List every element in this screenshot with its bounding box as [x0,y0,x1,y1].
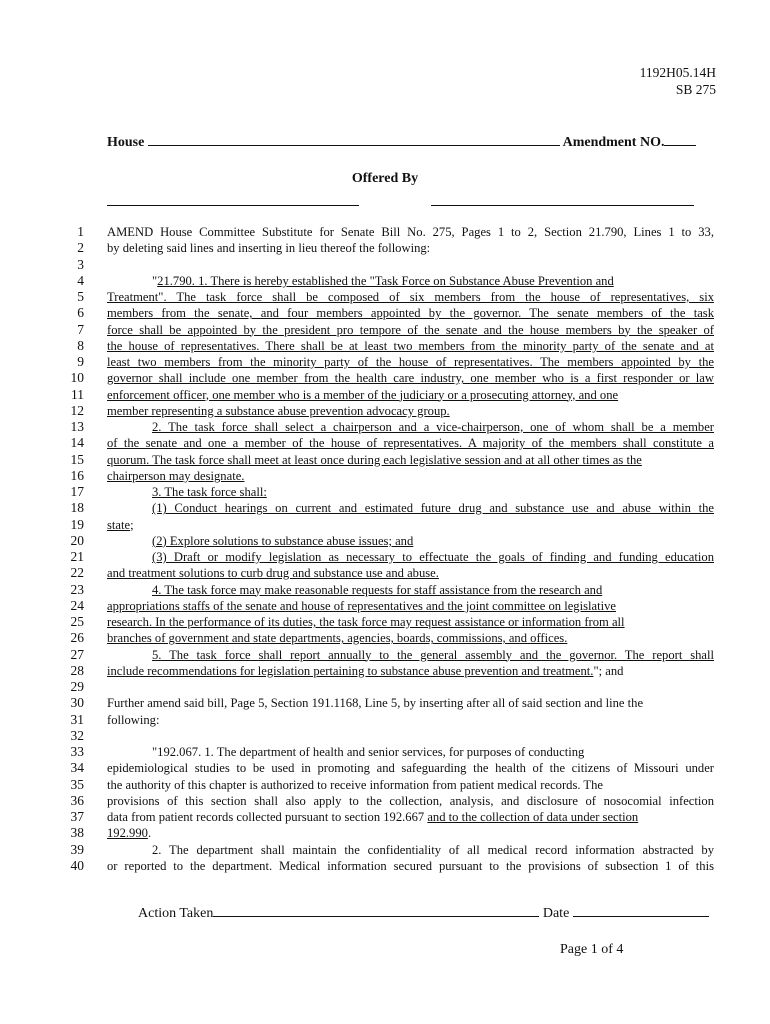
inserted-text: quorum. The task force shall meet at least once during each legislative session and at all other times as the [107,452,642,467]
document-line [0,370,770,386]
signature-line-right [431,205,694,206]
line-number: 38 [70,825,84,841]
line-number: 26 [70,630,84,646]
inserted-text: of the senate and one a member of the house of representatives. A majority of the members shall constitute a [107,436,714,451]
line-text-segment: AMEND House Committee Substitute for Senate Bill No. 275, Pages 1 to 2, Section 21.790, Lines 1 to 33, [107,225,714,239]
line-text [107,338,714,354]
document-line [0,663,770,679]
inserted-text: and treatment solutions to curb drug and substance use and abuse. [107,566,439,581]
line-number: 16 [70,467,84,483]
line-number: 28 [70,662,84,678]
line-text [107,598,714,614]
inserted-text: 21.790. 1. There is hereby established the "Task Force on Substance Abuse Prevention and [157,273,614,288]
line-text-segment: or reported to the department. Medical information secured pursuant to the provisions of subsection 1 of this [107,858,714,873]
line-text-segment: data from patient records collected pursuant to section 192.667 [107,810,428,824]
line-text [107,663,714,679]
line-number: 9 [77,354,84,369]
line-number: 27 [70,646,84,662]
document-line [0,744,770,760]
document-line [0,647,770,663]
line-text-segment: . [147,826,152,841]
line-text-segment: provisions of this section shall also apply to the collection, analysis, and disclosure of nosocomial infection [107,793,714,808]
document-line [0,728,770,744]
line-number: 22 [70,565,84,581]
document-line [0,793,770,809]
line-number: 30 [70,695,84,711]
inserted-text: (2) Explore solutions to substance abuse issues; and [152,533,414,548]
line-text [107,322,714,338]
inserted-text: and to the collection of data under section [427,810,639,824]
line-number: 15 [70,451,84,467]
line-number: 21 [70,549,84,564]
line-number: 20 [70,532,84,548]
inserted-text: the house of representatives. There shall be at least two members from the minority party of the senate and at [107,338,714,353]
document-id: 1192H05.14H [639,65,716,80]
document-line [0,825,770,841]
line-text [107,435,714,451]
line-number: 18 [70,500,84,516]
inserted-text: governor shall include one member from the health care industry, one member who is a first responder or law [107,371,714,386]
inserted-text: chairperson may designate. [107,468,245,483]
line-number: 29 [70,679,84,694]
offered-by-label: Offered By [351,171,419,186]
line-number: 25 [70,614,84,629]
document-line [0,403,770,419]
bill-number: SB 275 [675,82,716,97]
line-number: 5 [77,289,84,304]
line-text [107,549,714,565]
action-taken-row [138,906,718,922]
document-line [0,419,770,435]
document-line [0,273,770,289]
line-number: 36 [70,792,84,808]
line-number: 32 [70,727,84,743]
line-text-segment: "192.067. 1. The department of health and senior services, for purposes of conducting [152,745,585,759]
document-line [0,842,770,858]
date-blank [573,906,709,917]
line-text-segment: following: [107,712,160,727]
line-text-segment: the authority of this chapter is authorized to receive information from patient medical records. The [107,777,603,792]
line-text-segment: "; and [593,663,624,678]
line-number: 8 [77,337,84,353]
house-label: House [107,135,145,150]
line-text [107,452,714,468]
line-text [107,224,714,240]
line-text [107,533,714,549]
line-text [107,305,714,321]
line-number: 11 [71,386,84,402]
inserted-text: member representing a substance abuse prevention advocacy group. [107,403,450,418]
document-line [0,484,770,500]
document-line [0,240,770,256]
line-text [107,858,714,874]
line-number: 40 [70,857,84,873]
line-text [107,777,714,793]
line-text [107,484,714,500]
line-text [107,240,714,256]
inserted-text: members from the senate, and four members appointed by the governor. The senate members of the task [107,306,714,321]
document-line [0,565,770,581]
amendment-title-row [107,135,713,151]
line-number: 12 [70,402,84,418]
amendment-body [0,224,770,874]
line-text [107,565,714,581]
inserted-text: branches of government and state departments, agencies, boards, commissions, and offices. [107,631,568,646]
line-text [107,695,714,711]
line-number: 3 [77,256,84,272]
inserted-text: 3. The task force shall: [152,485,267,499]
line-text [107,273,714,289]
line-number: 19 [70,516,84,532]
inserted-text: Treatment". The task force shall be composed of six members from the house of representatives, six [107,290,714,304]
inserted-text: (3) Draft or modify legislation as necessary to effectuate the goals of finding and funding education [152,550,714,564]
line-text [107,403,714,419]
line-number: 6 [77,305,84,321]
document-line [0,630,770,646]
line-text [107,614,714,630]
line-text [107,468,714,484]
line-text [107,500,714,516]
line-text [107,289,714,305]
signature-line-left [107,205,359,206]
line-text [107,419,714,435]
house-blank-line [148,135,560,146]
inserted-text: enforcement officer, one member who is a member of the judiciary or a prosecuting attorney, and one [107,387,619,402]
inserted-text: appropriations staffs of the senate and house of representatives and the joint committee on legislative [107,598,616,613]
line-number: 33 [70,744,84,759]
line-number: 10 [70,370,84,386]
line-number: 13 [70,419,84,434]
line-number: 34 [70,760,84,776]
document-line [0,322,770,338]
line-number: 14 [70,435,84,451]
line-number: 17 [70,484,84,499]
inserted-text: 2. The task force shall select a chairperson and a vice-chairperson, one of whom shall be a member [152,420,714,434]
document-line [0,777,770,793]
line-number: 23 [70,581,84,597]
document-line [0,387,770,403]
line-text [107,354,714,370]
line-text [107,582,714,598]
document-line [0,224,770,240]
line-number: 37 [70,809,84,824]
line-text [107,712,714,728]
line-text-segment: Further amend said bill, Page 5, Section 191.1168, Line 5, by inserting after all of said section and line the [107,696,644,711]
inserted-text: force shall be appointed by the president pro tempore of the senate and the house members by the speaker of [107,322,714,337]
line-number: 4 [77,272,84,288]
document-line [0,679,770,695]
document-line [0,452,770,468]
inserted-text: 4. The task force may make reasonable requests for staff assistance from the research and [152,582,603,597]
line-number: 1 [77,224,84,239]
document-line [0,289,770,305]
line-text [107,809,714,825]
document-line [0,712,770,728]
line-text-segment: by deleting said lines and inserting in lieu thereof the following: [107,241,431,256]
date-label: Date [542,906,570,921]
document-line [0,614,770,630]
line-number: 39 [70,841,84,857]
inserted-text: research. In the performance of its duties, the task force may request assistance or information from all [107,615,625,629]
action-taken-label: Action Taken [138,906,214,921]
document-line [0,809,770,825]
document-line [0,468,770,484]
document-line [0,354,770,370]
document-line [0,549,770,565]
line-text-segment: epidemiological studies to be used in promoting and safeguarding the health of the citizens of Missouri under [107,761,714,776]
document-line [0,517,770,533]
document-line [0,257,770,273]
document-line [0,533,770,549]
inserted-text: 192.990 [107,826,148,841]
line-text [107,842,714,858]
line-text [107,387,714,403]
document-line [0,760,770,776]
line-text [107,760,714,776]
line-text [107,630,714,646]
line-number: 24 [70,597,84,613]
document-line [0,500,770,516]
line-text [107,647,714,663]
document-line [0,305,770,321]
amendment-label: Amendment NO. [562,135,665,150]
inserted-text: least two members from the minority party of the house of representatives. The members appointed by the [107,355,714,369]
inserted-text: (1) Conduct hearings on current and estimated future drug and substance use and abuse within the [152,501,714,516]
line-text [107,517,714,533]
inserted-text: include recommendations for legislation pertaining to substance abuse prevention and treatment. [107,663,594,678]
document-line [0,695,770,711]
inserted-text: state; [107,517,134,532]
line-number: 31 [70,711,84,727]
document-line [0,858,770,874]
amendment-number-blank [664,135,696,146]
line-text [107,793,714,809]
line-number: 7 [77,321,84,337]
line-number: 2 [77,240,84,256]
action-taken-blank [213,906,539,917]
page-number: Page 1 of 4 [560,942,624,957]
line-text [107,825,714,841]
document-line [0,435,770,451]
document-line [0,598,770,614]
line-number: 35 [70,776,84,792]
document-line [0,338,770,354]
document-line [0,582,770,598]
line-text-segment: 2. The department shall maintain the confidentiality of all medical record information abstracted by [152,842,714,857]
line-text [107,744,714,760]
inserted-text: 5. The task force shall report annually to the general assembly and the governor. The report shall [152,647,714,662]
line-text-segment: " [152,273,158,288]
line-text [107,370,714,386]
